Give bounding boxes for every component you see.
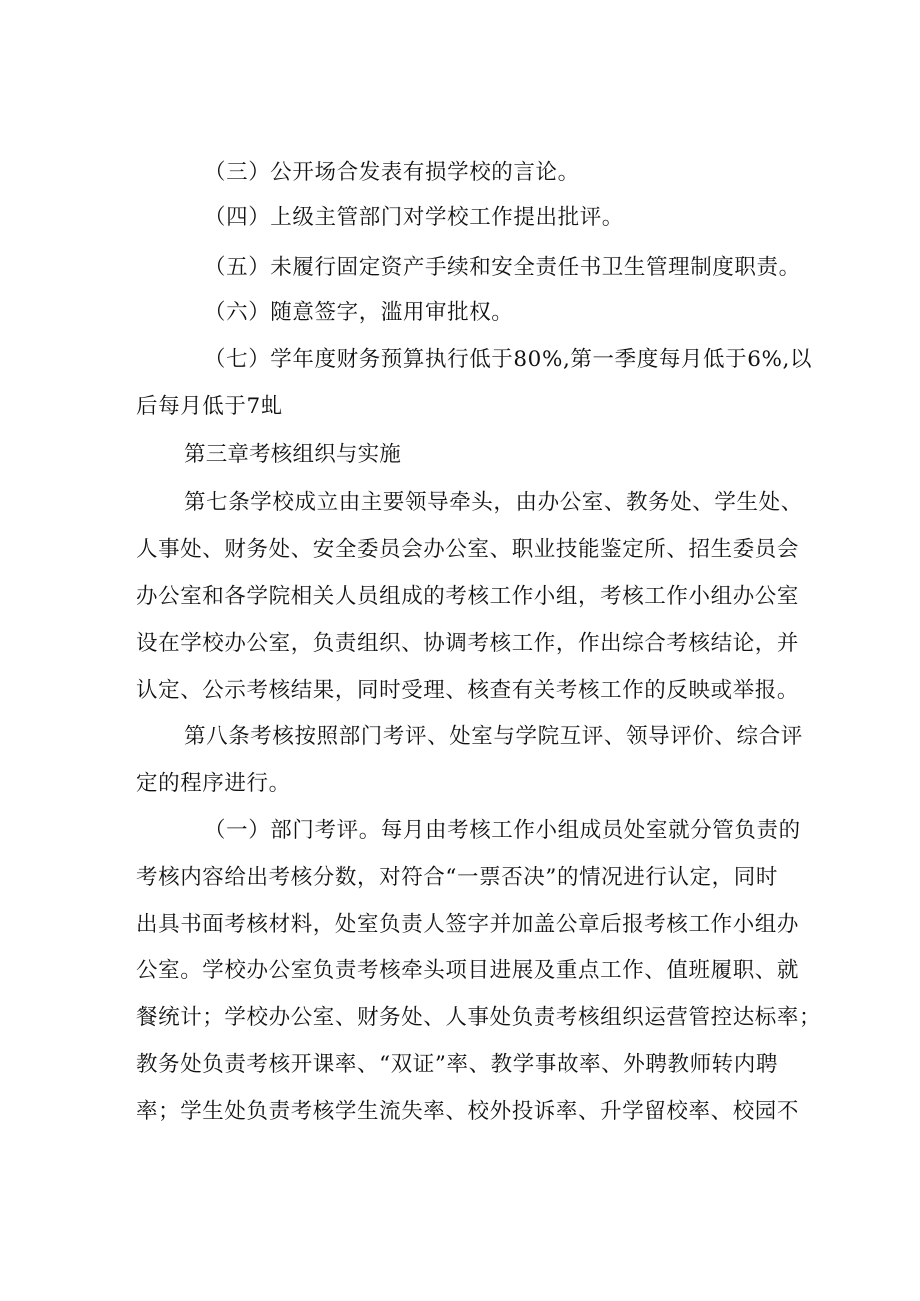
article-7-line-5: 认定、公示考核结果，同时受理、核查有关考核工作的反映或举报。 [136, 678, 800, 703]
article-7-line-3: 办公室和各学院相关人员组成的考核工作小组，考核工作小组办公室 [136, 584, 800, 609]
article-8-line-2: 定的程序进行。 [136, 771, 291, 796]
article-7-line-2: 人事处、财务处、安全委员会办公室、职业技能鉴定所、招生委员会 [136, 537, 800, 562]
list-item-7-continuation: 后每月低于7虬 [136, 394, 283, 419]
list-item-7: （七）学年度财务预算执行低于80%,第一季度每月低于6%,以 [204, 347, 813, 372]
department-review-line-6: 教务处负责考核开课率、“双证”率、教学事故率、外聘教师转内聘 [136, 1052, 778, 1077]
department-review-line-5: 餐统计；学校办公室、财务处、人事处负责考核组织运营管控达标率； [136, 1005, 822, 1030]
department-review-line-3: 出具书面考核材料，处室负责人签字并加盖公章后报考核工作小组办 [136, 912, 800, 937]
article-8-line-1: 第八条考核按照部门考评、处室与学院互评、领导评价、综合评 [184, 724, 803, 749]
article-7-line-4: 设在学校办公室，负责组织、协调考核工作，作出综合考核结论，并 [136, 631, 800, 656]
list-item-6: （六）随意签字，滥用审批权。 [204, 300, 514, 325]
department-review-line-4: 公室。学校办公室负责考核牵头项目进展及重点工作、值班履职、就 [136, 958, 800, 983]
article-7-line-1: 第七条学校成立由主要领导牵头，由办公室、教务处、学生处、 [184, 490, 803, 515]
chapter-heading: 第三章考核组织与实施 [184, 442, 402, 467]
department-review-line-1: （一）部门考评。每月由考核工作小组成员处室就分管负责的 [204, 818, 801, 843]
list-item-3: （三）公开场合发表有损学校的言论。 [204, 160, 580, 185]
department-review-line-2: 考核内容给出考核分数，对符合“一票否决”的情况进行认定，同时 [136, 865, 778, 890]
department-review-line-7: 率；学生处负责考核学生流失率、校外投诉率、升学留校率、校园不 [136, 1099, 800, 1124]
list-item-4: （四）上级主管部门对学校工作提出批评。 [204, 205, 624, 230]
list-item-5: （五）未履行固定资产手续和安全责任书卫生管理制度职责。 [204, 255, 801, 280]
